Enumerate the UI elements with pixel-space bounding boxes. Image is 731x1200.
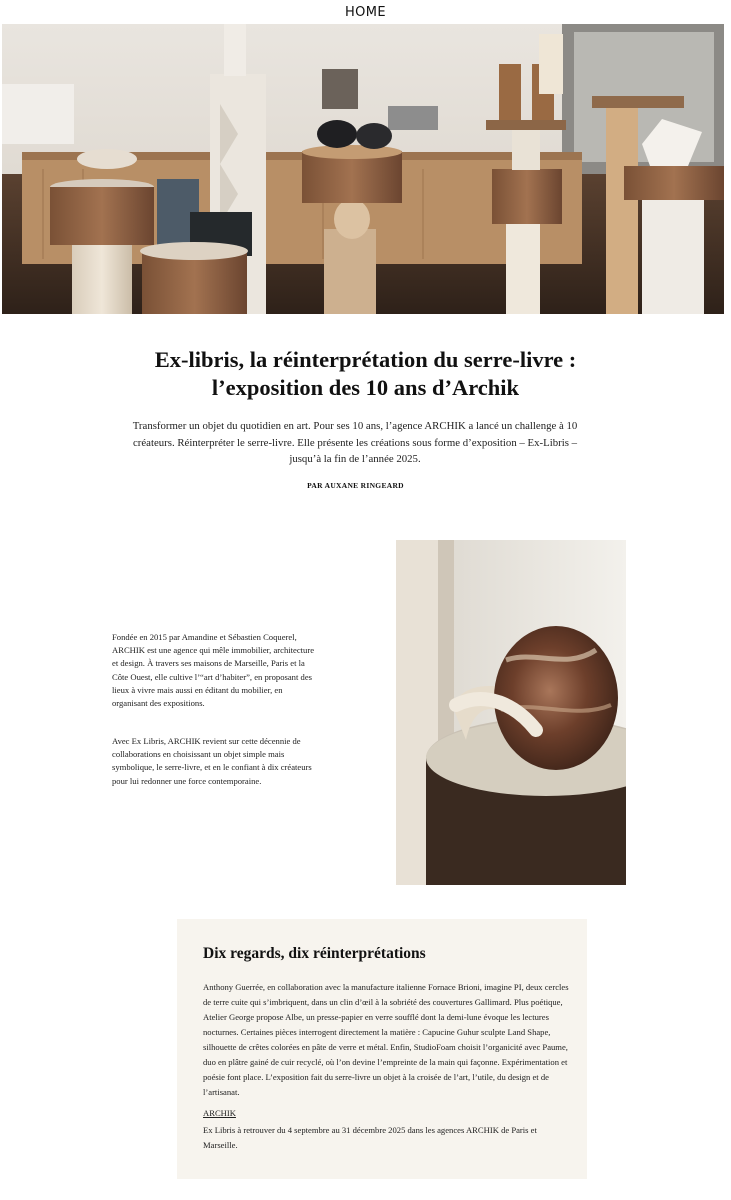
home-link[interactable]: HOME — [344, 4, 387, 20]
info-box — [177, 919, 587, 1179]
hero-image — [2, 24, 724, 314]
archik-link[interactable]: ARCHIK — [203, 1108, 236, 1118]
bookend-photo — [396, 540, 626, 885]
author-byline: PAR AUXANE RINGEARD — [307, 481, 404, 490]
article-title — [0, 346, 731, 402]
section-paragraph-1: Fondée en 2015 par Amandine et Sébastien Coquerel, ARCHIK est une agence qui mêle immobilier, architecture et design. À travers ses maisons de Marseille, Paris et la Côte Ouest, elle cultive l’“art d’habiter”, en proposant des lieux à vivre mais aussi en éditant du mobilier, en organisant des expositions. — [112, 632, 315, 709]
title-line-1: Ex-libris, la réinterprétation du serre-livre : — [154, 347, 577, 372]
exhibition-dates: Ex Libris à retrouver du 4 septembre au 31 décembre 2025 dans les agences ARCHIK de Paris et Marseille. — [203, 1125, 537, 1150]
box-title: Dix regards, dix réinterprétations — [203, 945, 426, 962]
title-line-2: l’exposition des 10 ans d’Archik — [211, 375, 520, 400]
box-body: Anthony Guerrée, en collaboration avec la manufacture italienne Fornace Brioni, imagine PI, deux cercles de terre cuite qui s’imbriquent, dans un clin d’œil à la sobriété des couvertures Gallimard. Plus poétique, Atelier George propose Albe, un presse-papier en verre soufflé dont la demi-lune évoque les lectures nocturnes. Certaines pièces interrogent directement la matière : Capucine Guhur sculpte Land Shape, silhouette de crêtes colorées en pâte de verre et métal. Enfin, StudioFoam choisit l’organicité avec Paume, duo en plâtre gainé de cuir recyclé, où l’on devine l’empreinte de la main qui façonne. Expérimentation et poésie font place. L’exposition fait du serre-livre un objet à la croisée de l’art, l’utile, du design et de l’artisanat. — [203, 982, 569, 1097]
section-paragraph-2: Avec Ex Libris, ARCHIK revient sur cette décennie de collaborations en choisissant un objet simple mais symbolique, le serre-livre, et en le confiant à dix créateurs pour lui redonner une force contemporaine. — [112, 736, 312, 786]
top-nav — [0, 0, 731, 24]
article-intro: Transformer un objet du quotidien en art. Pour ses 10 ans, l’agence ARCHIK a lancé un challenge à 10 créateurs. Réinterpréter le serre-livre. Elle présente les créations sous forme d’exposition – Ex-Libris – jusqu’à la fin de l’année 2025. — [132, 420, 578, 465]
